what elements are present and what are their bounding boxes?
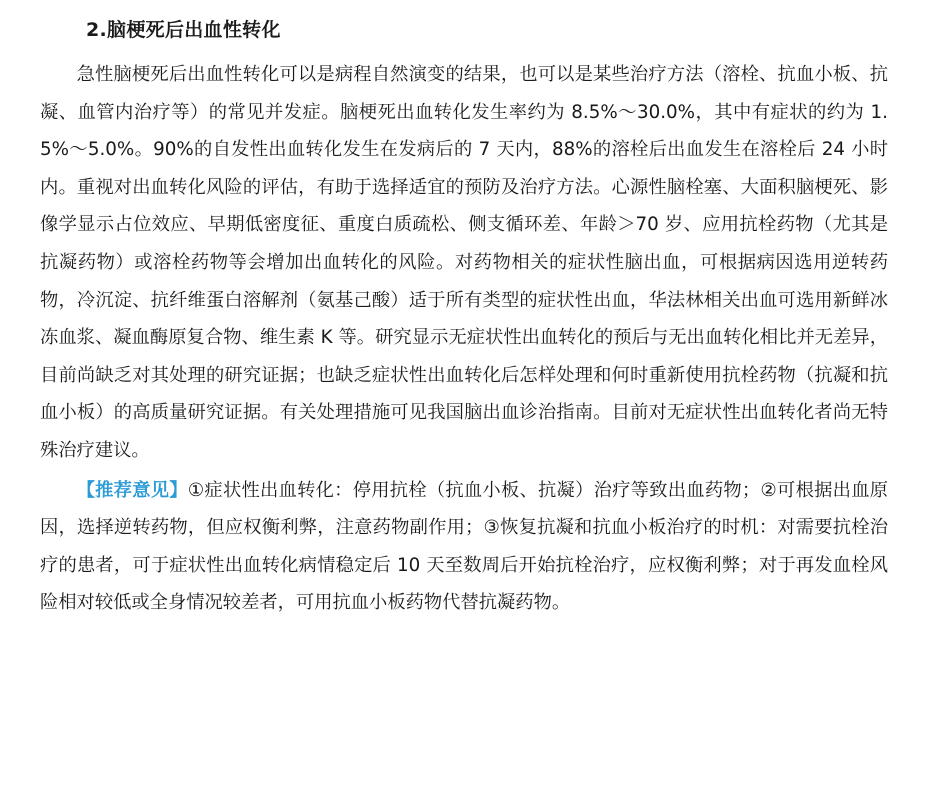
document-page (40, 14, 888, 622)
body-paragraph: 急性脑梗死后出血性转化可以是病程自然演变的结果，也可以是某些治疗方法（溶栓、抗血小板、抗凝、血管内治疗等）的常见并发症。脑梗死出血转化发生率约为 8.5%～30.0%，其中有症状的约为 1.5%～5.0%。90%的自发性出血转化发生在发病后的 7 天内，88%的溶栓后出血发生在溶栓后 24 小时内。重视对出血转化风险的评估，有助于选择适宜的预防及治疗方法。心源性脑栓塞、大面积脑梗死、影像学显示占位效应、早期低密度征、重度白质疏松、侧支循环差、年龄＞70 岁、应用抗栓药物（尤其是抗凝药物）或溶栓药物等会增加出血转化的风险。对药物相关的症状性脑出血，可根据病因选用逆转药物，冷沉淀、抗纤维蛋白溶解剂（氨基己酸）适于所有类型的症状性出血，华法林相关出血可选用新鲜冰冻血浆、凝血酶原复合物、维生素 K 等。研究显示无症状性出血转化的预后与无出血转化相比并无差异，目前尚缺乏对其处理的研究证据；也缺乏症状性出血转化后怎样处理和何时重新使用抗栓药物（抗凝和抗血小板）的高质量研究证据。有关处理措施可见我国脑出血诊治指南。目前对无症状性出血转化者尚无特殊治疗建议。 (40, 64, 888, 461)
recommendation-paragraph (40, 472, 888, 622)
section-heading: 2.脑梗死后出血性转化 (86, 19, 281, 41)
recommendation-text: ①症状性出血转化：停用抗栓（抗血小板、抗凝）治疗等致出血药物；②可根据出血原因，选择逆转药物，但应权衡利弊，注意药物副作用；③恢复抗凝和抗血小板治疗的时机：对需要抗栓治疗的患者，可于症状性出血转化病情稳定后 10 天至数周后开始抗栓治疗，应权衡利弊；对于再发血栓风险相对较低或全身情况较差者，可用抗血小板药物代替抗凝药物。 (40, 479, 889, 614)
recommendation-label: 【推荐意见】 (76, 479, 188, 501)
